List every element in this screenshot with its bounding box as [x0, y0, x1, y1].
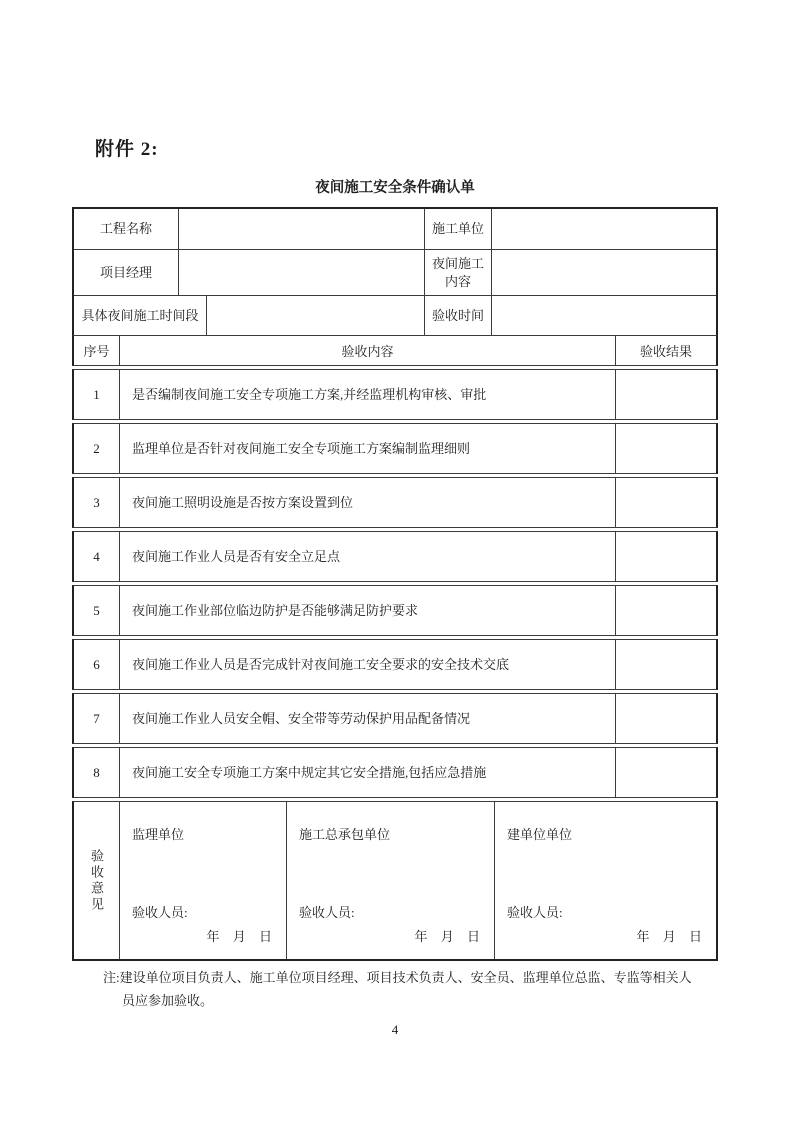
page-title: 夜间施工安全条件确认单: [315, 180, 475, 196]
info-row-manager: [74, 250, 716, 296]
item-result-cell: [615, 586, 716, 635]
item-result-cell: [615, 748, 716, 797]
opinion-col-supervision: [120, 802, 287, 959]
item-content: 夜间施工作业部位临边防护是否能够满足防护要求: [132, 602, 419, 618]
item-no: 1: [74, 370, 120, 419]
item-content: 监理单位是否针对夜间施工安全专项施工方案编制监理细则: [132, 440, 471, 456]
project-manager-label: 项目经理: [74, 250, 179, 295]
item-content: 是否编制夜间施工安全专项施工方案,并经监理机构审核、审批: [132, 386, 487, 402]
acceptance-staff-label: 验收人员:: [132, 905, 188, 920]
item-content: 夜间施工作业人员是否完成针对夜间施工安全要求的安全技术交底: [132, 656, 510, 672]
confirmation-form-table: [72, 207, 718, 961]
night-work-period-value: [207, 296, 425, 335]
checklist-row-8: [72, 747, 718, 798]
item-no: 2: [74, 424, 120, 473]
opinion-col-contractor: [287, 802, 495, 959]
item-no: 8: [74, 748, 120, 797]
opinion-row-label: 验收意见: [74, 802, 120, 959]
checklist-header-row: [72, 336, 718, 366]
acceptance-staff-label: 验收人员:: [299, 905, 355, 920]
item-no: 7: [74, 694, 120, 743]
item-result-cell: [615, 532, 716, 581]
page-number: 4: [391, 1022, 399, 1037]
item-result-cell: [615, 640, 716, 689]
info-row-project: [74, 209, 716, 250]
date-line: 年 月 日: [206, 929, 272, 944]
item-content: 夜间施工作业人员安全帽、安全带等劳动保护用品配备情况: [132, 710, 471, 726]
item-no: 6: [74, 640, 120, 689]
supervision-unit-label: 监理单位: [132, 827, 185, 842]
construction-unit-label: 施工单位: [425, 209, 492, 249]
header-index: 序号: [74, 336, 120, 365]
info-row-period: [74, 296, 716, 335]
checklist-row-5: [72, 585, 718, 636]
item-no: 3: [74, 478, 120, 527]
header-result: 验收结果: [615, 336, 716, 365]
item-result-cell: [615, 424, 716, 473]
checklist-row-4: [72, 531, 718, 582]
acceptance-staff-label: 验收人员:: [507, 905, 563, 920]
header-content: 验收内容: [341, 344, 394, 359]
info-table: [72, 207, 718, 336]
item-content: 夜间施工照明设施是否按方案设置到位: [132, 494, 354, 510]
project-manager-value: [179, 250, 425, 295]
checklist-row-1: [72, 369, 718, 420]
item-no: 5: [74, 586, 120, 635]
owner-unit-label: 建单位单位: [507, 827, 573, 842]
footnote: 注:建设单位项目负责人、施工单位项目经理、项目技术负责人、安全员、监理单位总监、专监等相关人员应参加验收。: [103, 970, 692, 1008]
date-line: 年 月 日: [636, 929, 702, 944]
project-name-value: [179, 209, 425, 249]
signature-space: [495, 843, 716, 902]
acceptance-opinion-block: [72, 801, 718, 961]
item-content: 夜间施工安全专项施工方案中规定其它安全措施,包括应急措施: [132, 764, 487, 780]
signature-space: [120, 843, 286, 902]
checklist-row-7: [72, 693, 718, 744]
contractor-unit-label: 施工总承包单位: [299, 827, 391, 842]
construction-unit-value: [492, 209, 716, 249]
item-no: 4: [74, 532, 120, 581]
acceptance-time-value: [492, 296, 716, 335]
checklist-row-3: [72, 477, 718, 528]
acceptance-time-label: 验收时间: [425, 296, 492, 335]
signature-space: [287, 843, 494, 902]
night-work-content-value: [492, 250, 716, 295]
project-name-label: 工程名称: [74, 209, 179, 249]
item-result-cell: [615, 478, 716, 527]
date-line: 年 月 日: [414, 929, 480, 944]
checklist-row-6: [72, 639, 718, 690]
night-work-content-label: 夜间施工内容: [425, 250, 492, 295]
item-content: 夜间施工作业人员是否有安全立足点: [132, 548, 341, 564]
checklist-row-2: [72, 423, 718, 474]
night-work-period-label: 具体夜间施工时间段: [74, 296, 207, 335]
attachment-label: 附件 2:: [95, 139, 159, 160]
item-result-cell: [615, 694, 716, 743]
opinion-col-owner: [495, 802, 716, 959]
item-result-cell: [615, 370, 716, 419]
